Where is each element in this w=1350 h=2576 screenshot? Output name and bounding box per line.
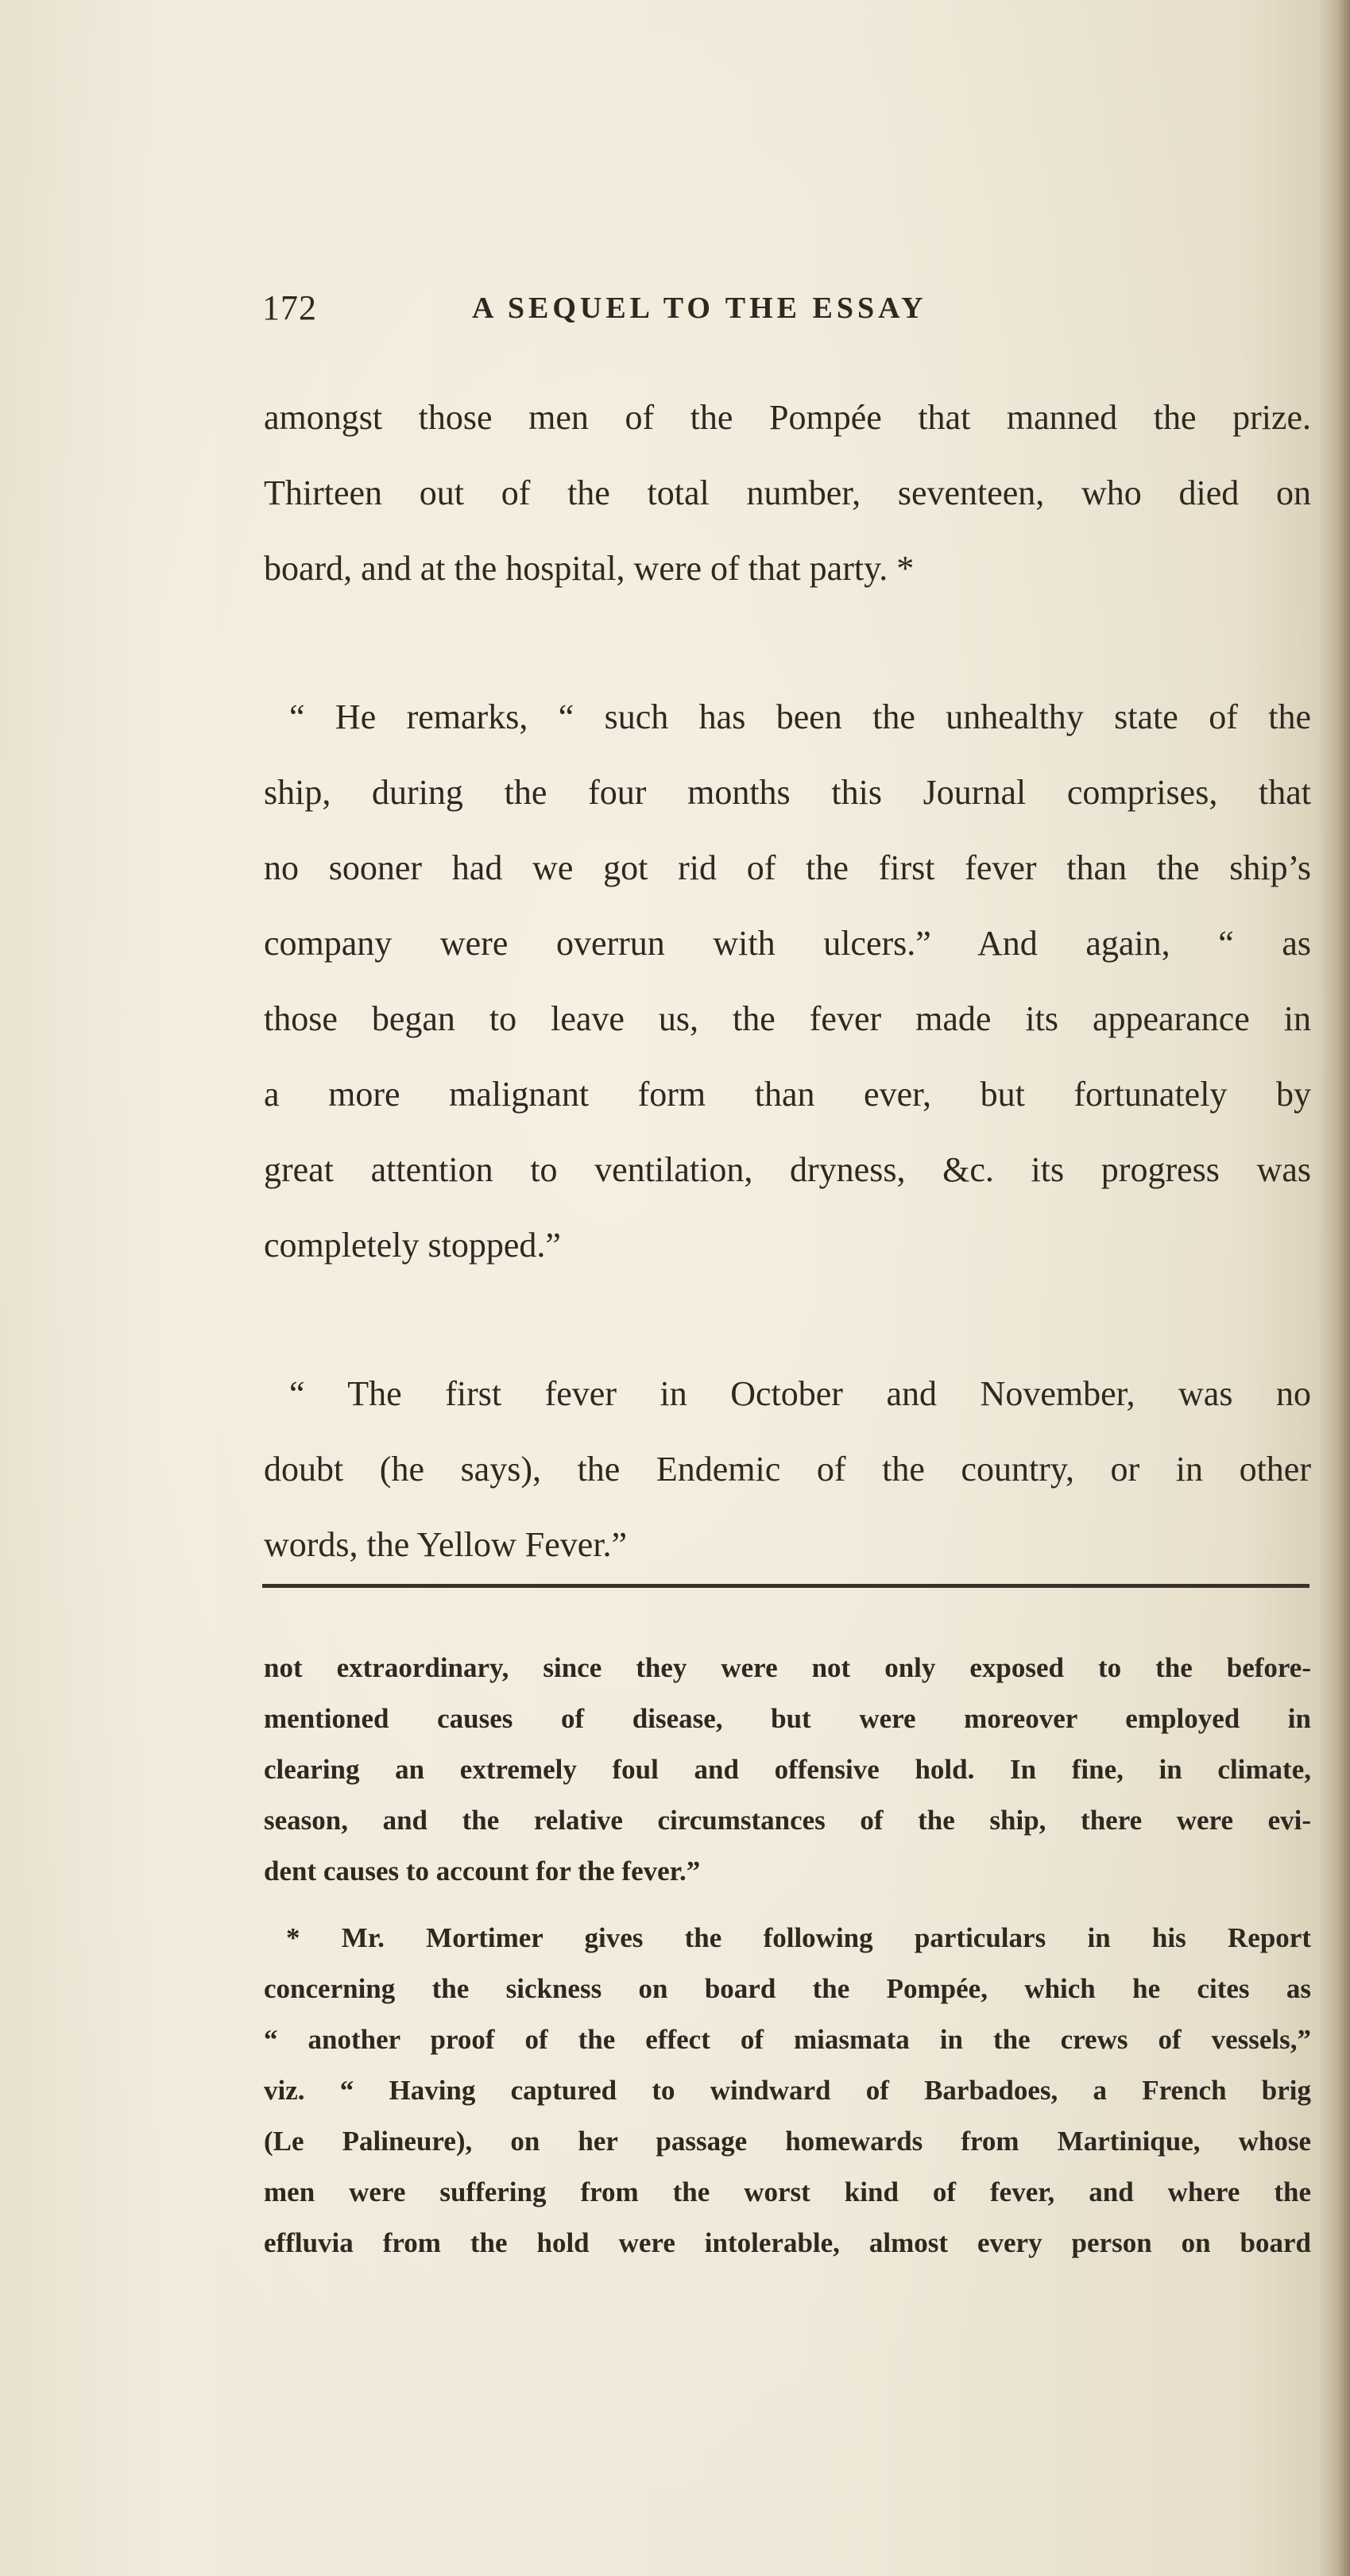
text-line: Thirteen out of the total number, seventeen, who died on [264, 473, 1311, 512]
footnote-line: season, and the relative circumstances of the ship, there were evi- [264, 1805, 1311, 1836]
text-line: company were overrun with ulcers.” And again, “ as [264, 924, 1311, 963]
footnote-line: clearing an extremely foul and offensive hold. In fine, in climate, [264, 1754, 1311, 1785]
footnote-line: effluvia from the hold were intolerable, almost every person on board [264, 2227, 1311, 2258]
footnote-line: “ another proof of the effect of miasmata in the crews of vessels,” [264, 2024, 1311, 2055]
text-line: “ The first fever in October and November, was no [289, 1374, 1311, 1413]
text-line: doubt (he says), the Endemic of the country, or in other [264, 1450, 1311, 1489]
footnote-line: mentioned causes of disease, but were moreover employed in [264, 1703, 1311, 1734]
paragraph-gap [264, 1283, 1311, 1356]
text-line: amongst those men of the Pompée that manned the prize. [264, 398, 1311, 437]
footnotes [264, 1643, 1311, 2269]
paragraph-gap [264, 606, 1311, 679]
text-line: great attention to ventilation, dryness, &c. its progress was [264, 1150, 1311, 1189]
text-line: completely stopped.” [264, 1226, 561, 1265]
page-edge-shadow [1318, 0, 1350, 2576]
footnote-line: men were suffering from the worst kind of fever, and where the [264, 2176, 1311, 2207]
page-number: 172 [262, 288, 317, 327]
footnote-line: concerning the sickness on board the Pompée, which he cites as [264, 1973, 1311, 2004]
footnote-line: * Mr. Mortimer gives the following particulars in his Report [286, 1922, 1311, 1953]
text-line: ship, during the four months this Journal comprises, that [264, 773, 1311, 812]
footnote-gap [264, 1897, 1311, 1913]
footnote-rule [262, 1584, 1309, 1588]
running-head: A SEQUEL TO THE ESSAY [472, 292, 927, 325]
text-line: those began to leave us, the fever made its appearance in [264, 999, 1311, 1038]
text-line: “ He remarks, “ such has been the unhealthy state of the [289, 697, 1311, 736]
footnote-line: dent causes to account for the fever.” [264, 1856, 701, 1887]
text-line: a more malignant form than ever, but fortunately by [264, 1075, 1311, 1114]
footnote-line: viz. “ Having captured to windward of Barbadoes, a French brig [264, 2075, 1311, 2106]
footnote-line: (Le Palineure), on her passage homewards from Martinique, whose [264, 2126, 1311, 2157]
text-line: board, and at the hospital, were of that party. * [264, 549, 915, 588]
text-line: no sooner had we got rid of the first fever than the ship’s [264, 848, 1311, 887]
footnote-line: not extraordinary, since they were not only exposed to the before- [264, 1652, 1311, 1683]
main-text [264, 380, 1311, 1582]
text-line: words, the Yellow Fever.” [264, 1525, 628, 1564]
page-header [262, 288, 1311, 335]
